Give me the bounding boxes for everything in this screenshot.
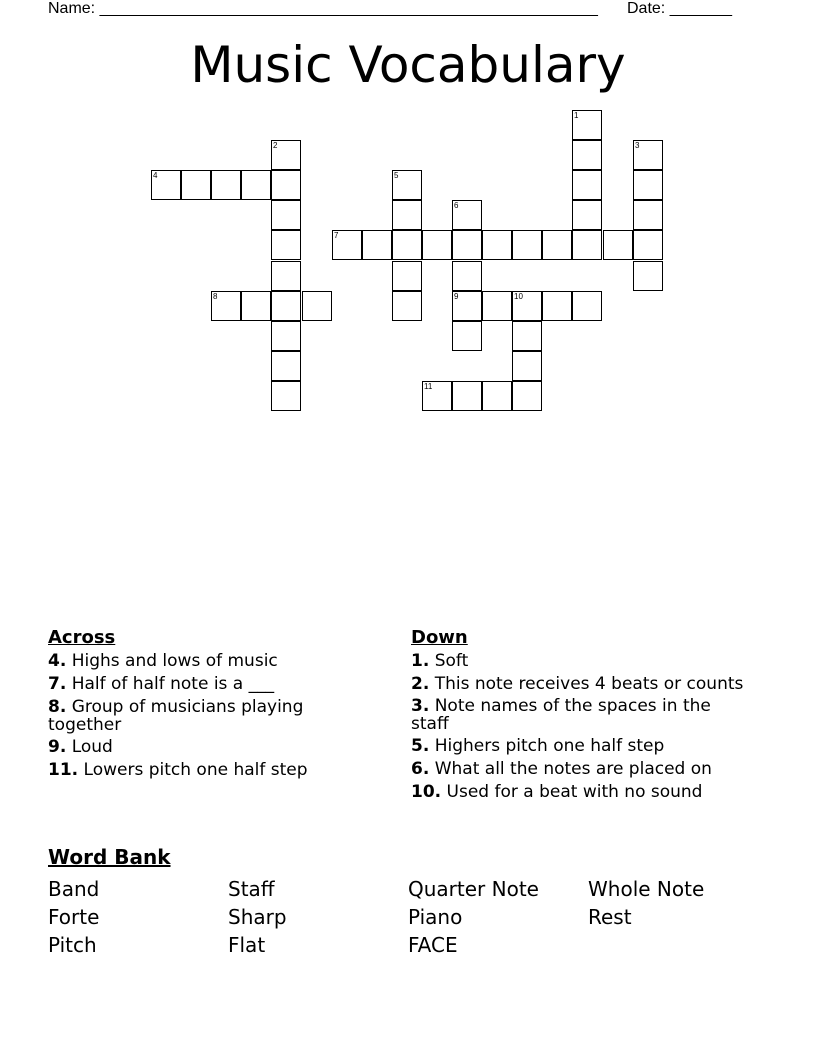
crossword-cell[interactable] <box>332 230 362 260</box>
down-clues <box>411 628 751 806</box>
word-bank-item: Staff <box>228 877 275 901</box>
crossword-cell[interactable] <box>633 140 663 170</box>
word-bank-heading: Word Bank <box>48 845 171 869</box>
crossword-cell[interactable] <box>392 200 422 230</box>
across-clue-9: 9. Loud <box>48 737 113 757</box>
crossword-cell[interactable] <box>452 230 482 260</box>
down-clue-3: 3. Note names of the spaces in the staff <box>411 696 711 734</box>
crossword-cell[interactable] <box>542 291 572 321</box>
crossword-cell[interactable] <box>512 351 542 381</box>
down-heading: Down <box>411 627 468 648</box>
word-bank-item: Whole Note <box>588 877 705 901</box>
crossword-cell[interactable] <box>271 230 301 260</box>
crossword-cell[interactable] <box>633 200 663 230</box>
crossword-cell[interactable] <box>482 230 512 260</box>
crossword-cell[interactable] <box>392 170 422 200</box>
clue-number: 5 <box>394 171 399 180</box>
date-field[interactable]: Date: _______ <box>627 0 732 17</box>
crossword-cell[interactable] <box>271 200 301 230</box>
down-clue-1: 1. Soft <box>411 651 469 671</box>
word-bank-item: Forte <box>48 905 100 929</box>
word-bank-item: Quarter Note <box>408 877 539 901</box>
crossword-cell[interactable] <box>422 381 452 411</box>
crossword-cell[interactable] <box>392 291 422 321</box>
down-clue-6: 6. What all the notes are placed on <box>411 759 712 779</box>
crossword-cell[interactable] <box>452 291 482 321</box>
down-clue-5: 5. Highers pitch one half step <box>411 736 665 756</box>
crossword-cell[interactable] <box>211 170 241 200</box>
crossword-cell[interactable] <box>271 321 301 351</box>
clue-number: 8 <box>213 292 218 301</box>
across-clue-8: 8. Group of musicians playing together <box>48 697 304 735</box>
crossword-grid <box>0 0 816 440</box>
crossword-cell[interactable] <box>512 381 542 411</box>
crossword-cell[interactable] <box>241 170 271 200</box>
crossword-cell[interactable] <box>572 170 602 200</box>
clue-number: 9 <box>454 292 459 301</box>
clue-number: 10 <box>514 292 523 301</box>
across-clue-7: 7. Half of half note is a ___ <box>48 674 275 694</box>
clue-number: 2 <box>273 141 278 150</box>
word-bank-item: FACE <box>408 933 458 957</box>
across-clue-4: 4. Highs and lows of music <box>48 651 278 671</box>
crossword-cell[interactable] <box>302 291 332 321</box>
crossword-cell[interactable] <box>633 170 663 200</box>
crossword-cell[interactable] <box>241 291 271 321</box>
crossword-cell[interactable] <box>362 230 392 260</box>
word-bank-item: Rest <box>588 905 632 929</box>
crossword-cell[interactable] <box>633 261 663 291</box>
page-title: Music Vocabulary <box>190 36 626 94</box>
crossword-cell[interactable] <box>542 230 572 260</box>
crossword-cell[interactable] <box>271 261 301 291</box>
crossword-cell[interactable] <box>572 291 602 321</box>
word-bank-item: Sharp <box>228 905 287 929</box>
crossword-cell[interactable] <box>271 351 301 381</box>
word-bank <box>48 845 768 959</box>
down-clue-10: 10. Used for a beat with no sound <box>411 782 703 802</box>
crossword-cell[interactable] <box>271 381 301 411</box>
crossword-cell[interactable] <box>452 200 482 230</box>
crossword-cell[interactable] <box>512 321 542 351</box>
crossword-cell[interactable] <box>512 230 542 260</box>
word-bank-item: Flat <box>228 933 266 957</box>
crossword-cell[interactable] <box>422 230 452 260</box>
crossword-cell[interactable] <box>452 321 482 351</box>
crossword-cell[interactable] <box>572 200 602 230</box>
crossword-cell[interactable] <box>452 381 482 411</box>
word-bank-item: Band <box>48 877 100 901</box>
crossword-cell[interactable] <box>151 170 181 200</box>
crossword-cell[interactable] <box>271 140 301 170</box>
across-clues <box>48 628 348 784</box>
down-clue-2: 2. This note receives 4 beats or counts <box>411 674 744 694</box>
clue-number: 3 <box>635 141 640 150</box>
name-field[interactable]: Name: ________________________________________________________ <box>48 0 598 17</box>
crossword-cell[interactable] <box>181 170 211 200</box>
clue-number: 11 <box>424 382 433 391</box>
word-bank-list <box>48 875 768 959</box>
crossword-cell[interactable] <box>271 291 301 321</box>
crossword-cell[interactable] <box>633 230 663 260</box>
crossword-cell[interactable] <box>482 381 512 411</box>
clue-number: 4 <box>153 171 158 180</box>
clue-number: 1 <box>574 111 579 120</box>
across-clue-11: 11. Lowers pitch one half step <box>48 760 308 780</box>
crossword-cell[interactable] <box>603 230 633 260</box>
crossword-cell[interactable] <box>211 291 241 321</box>
crossword-cell[interactable] <box>512 291 542 321</box>
clue-number: 7 <box>334 231 339 240</box>
crossword-cell[interactable] <box>572 110 602 140</box>
crossword-cell[interactable] <box>572 230 602 260</box>
crossword-cell[interactable] <box>482 291 512 321</box>
crossword-cell[interactable] <box>452 261 482 291</box>
word-bank-item: Piano <box>408 905 463 929</box>
crossword-cell[interactable] <box>392 230 422 260</box>
crossword-cell[interactable] <box>271 170 301 200</box>
crossword-cell[interactable] <box>392 261 422 291</box>
clue-number: 6 <box>454 201 459 210</box>
across-heading: Across <box>48 627 116 648</box>
crossword-cell[interactable] <box>572 140 602 170</box>
word-bank-item: Pitch <box>48 933 97 957</box>
